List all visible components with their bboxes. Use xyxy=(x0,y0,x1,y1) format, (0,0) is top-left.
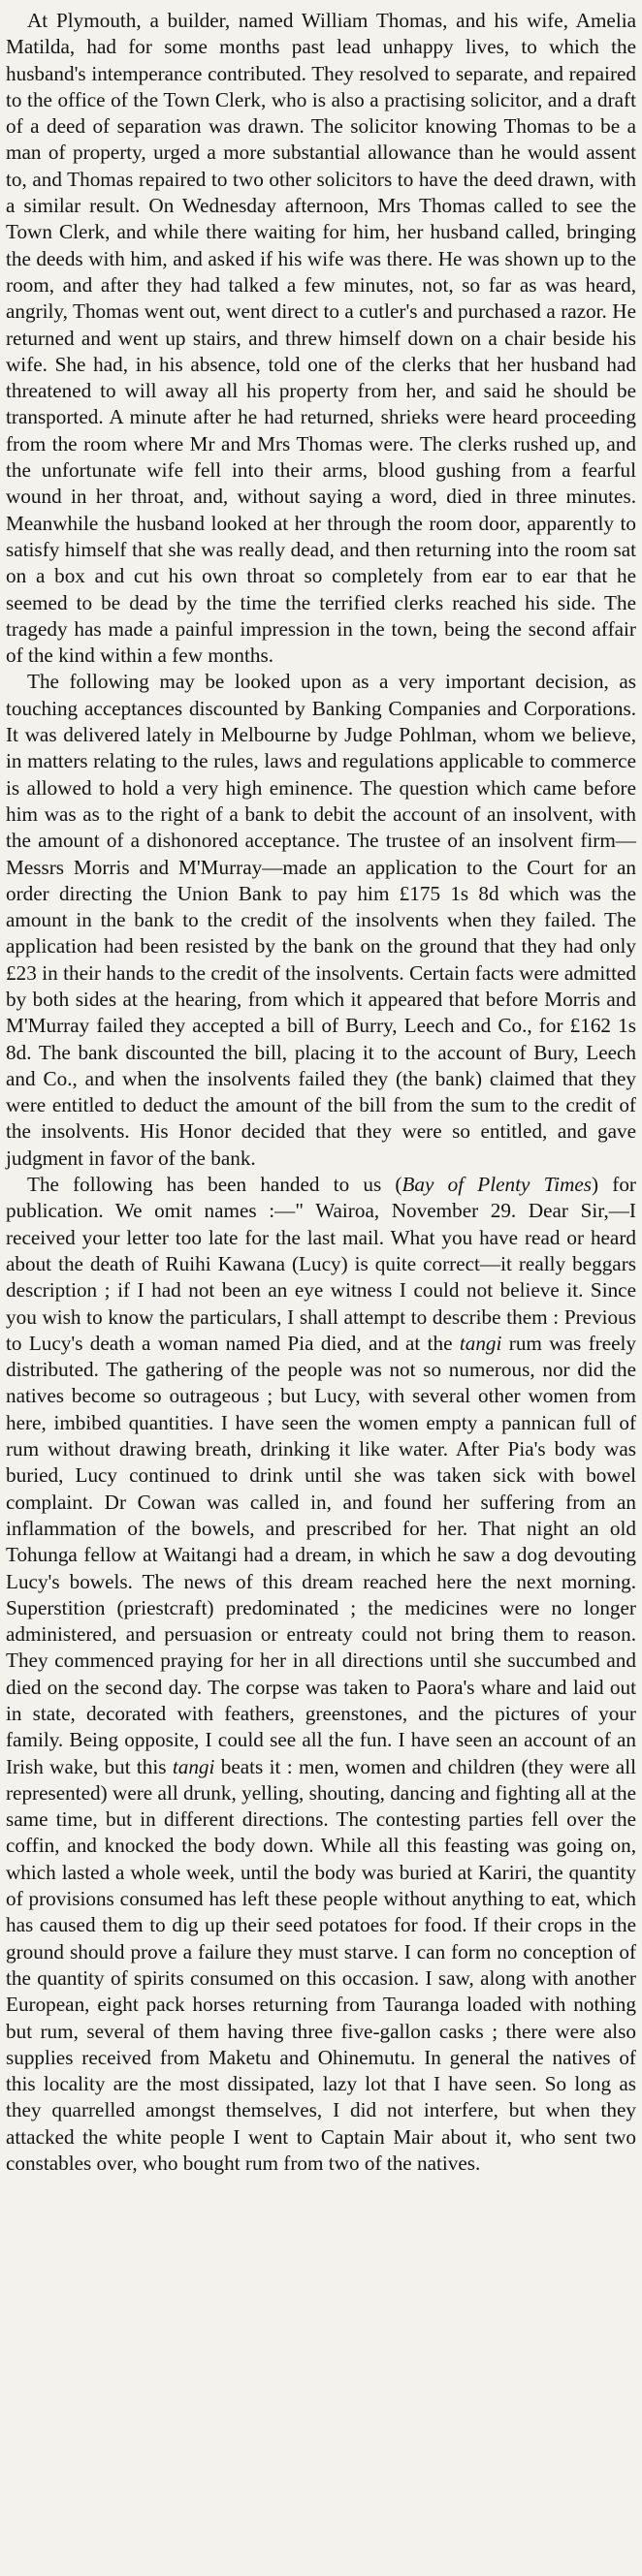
italic-term: tangi xyxy=(459,1331,502,1355)
paragraph-text: The following has been handed to us ( xyxy=(27,1173,402,1197)
paragraph-text: beats it : men, women and children (they were all represented) were all drunk, yelling, shouting, dancing and fighting all at the same time, but in different directions. The contesting parties fell over the coffin, and knocked the body down. While all this feasting was going on, which lasted a whole week, until the body was buried at Kariri, the quantity of provisions consumed has left these people without anything to eat, which has caused them to dig up their seed potatoes for food. If their crops in the ground should prove a failure they must starve. I can form no conception of the quantity of spirits consumed on this occasion. I saw, along with another European, eight pack horses returning from Tauranga loaded with nothing but rum, several of them having three five-gallon casks ; there were also supplies received from Maketu and Ohinemutu. In general the natives of this locality are the most dissipated, lazy lot that I have seen. So long as they quarrelled amongst themselves, I did not interfere, but when they attacked the white people I went to Captain Mair about it, who sent two constables over, who bought rum from two of the natives. xyxy=(6,1754,636,2176)
paragraph-text: At Plymouth, a builder, named William Thomas, and his wife, Amelia Matilda, had for some months past lead unhappy lives, to which the husband's intemperance contributed. They resolved to separate, and repaired to the office of the Town Clerk, who is also a practising solicitor, and a draft of a deed of separation was drawn. The solicitor knowing Thomas to be a man of property, urged a more substantial allowance than he would assent to, and Thomas repaired to two other solicitors to have the deed drawn, with a similar result. On Wednesday afternoon, Mrs Thomas called to see the Town Clerk, and while there waiting for him, her husband called, bringing the deeds with him, and asked if his wife was there. He was shown up to the room, and after they had talked a few minutes, not, so far as was heard, angrily, Thomas went out, went direct to a cutler's and purchased a razor. He returned and went up stairs, and threw himself down on a chair beside his wife. She had, in his absence, told one of the clerks that her husband had threatened to will away all his property from her, and said he should be transported. A minute after he had returned, shrieks were heard proceeding from the room where Mr and Mrs Thomas were. The clerks rushed up, and the unfortunate wife fell into their arms, blood gushing from a fearful wound in her throat, and, without saying a word, died in three minutes. Meanwhile the husband looked at her through the room door, apparently to satisfy himself that she was really dead, and then returning into the room sat on a box and cut his own throat so completely from ear to ear that he seemed to be dead by the time the terrified clerks reached his side. The tragedy has made a painful impression in the town, being the second affair of the kind within a few months. xyxy=(6,9,636,668)
paragraph-plymouth-tragedy xyxy=(6,8,636,669)
paragraph-text: The following may be looked upon as a very important decision, as touching acceptances discounted by Banking Companies and Corporations. It was delivered lately in Melbourne by Judge Pohlman, whom we believe, in matters relating to the rules, laws and regulations applicable to commerce is allowed to hold a very high eminence. The question which came before him was as to the right of a bank to debit the account of an insolvent, with the amount of a dishonored acceptance. The trustee of an insolvent firm—Messrs Morris and M'Murray—made an application to the Court for an order directing the Union Bank to pay him £175 1s 8d which was the amount in the bank to the credit of the insolvents when they failed. The application had been resisted by the bank on the ground that they had only £23 in their hands to the credit of the insolvents. Certain facts were admitted by both sides at the hearing, from which it appeared that before Morris and M'Murray failed they accepted a bill of Burry, Leech and Co., for £162 1s 8d. The bank discounted the bill, placing it to the account of Bury, Leech and Co., and when the insolvents failed they (the bank) claimed that they were entitled to deduct the amount of the bill from the sum to the credit of the insolvents. His Honor decided that they were so entitled, and gave judgment in favor of the bank. xyxy=(6,670,636,1170)
paragraph-bank-decision xyxy=(6,669,636,1172)
article-column xyxy=(6,8,636,2177)
newspaper-title: Bay of Plenty Times xyxy=(401,1173,593,1197)
paragraph-wairoa-letter xyxy=(6,1172,636,2177)
italic-term: tangi xyxy=(172,1754,215,1778)
paragraph-text: rum was freely distributed. The gathering of the people was not so numerous, nor did the natives become so outrageous ; but Lucy, with several other women from here, imbibed quantities. I have seen the women empty a pannican full of rum without drawing breath, drinking it like water. After Pia's body was buried, Lucy continued to drink until she was taken sick with bowel complaint. Dr Cowan was called in, and found her suffering from an inflammation of the bowels, and prescribed for her. That night an old Tohunga fellow at Waitangi had a dream, in which he saw a dog devouting Lucy's bowels. The news of this dream reached here the next morning. Superstition (priestcraft) predominated ; the medicines were no longer administered, and persuasion or entreaty could not bring them to reason. They commenced praying for her in all directions until she succumbed and died on the second day. The corpse was taken to Paora's whare and laid out in state, decorated with feathers, greenstones, and the pictures of your family. Being opposite, I could see all the fun. I have seen an account of an Irish wake, but this xyxy=(6,1331,636,1778)
paragraph-text: ) for publication. We omit names :—" Wairoa, November 29. Dear Sir,—I received your letter too late for the last mail. What you have read or heard about the death of Ruihi Kawana (Lucy) is quite correct—it really beggars description ; if I had not been an eye witness I could not believe it. Since you wish to know the particulars, I shall attempt to describe them : Previous to Lucy's death a woman named Pia died, and at the xyxy=(6,1173,636,1355)
